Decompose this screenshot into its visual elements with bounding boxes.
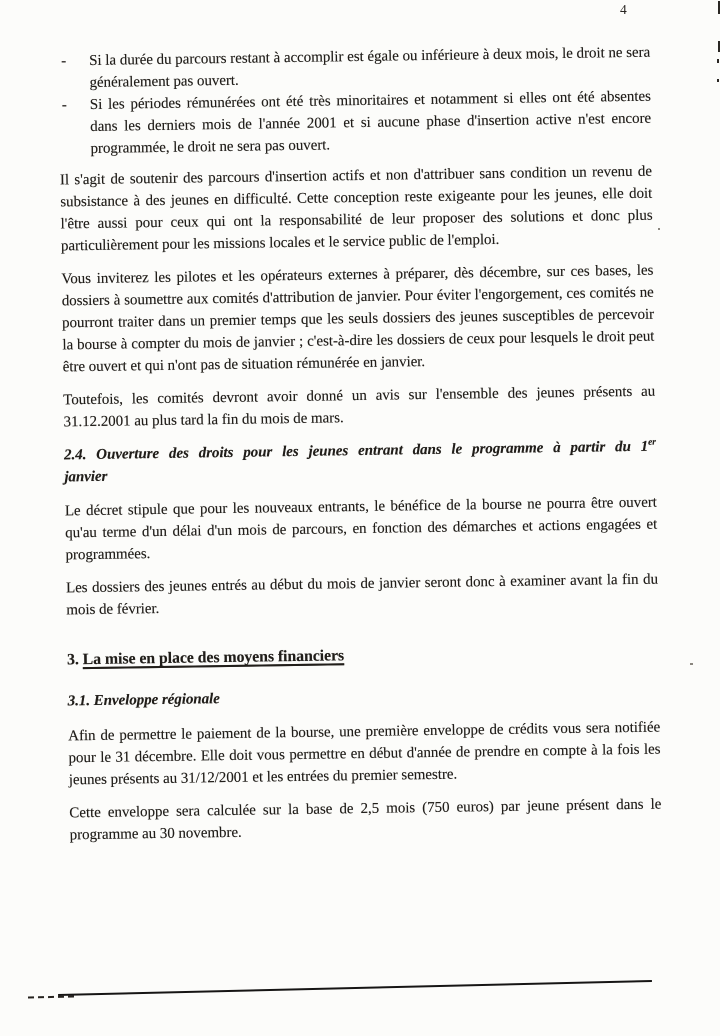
scan-speck <box>690 663 693 665</box>
bullet-list <box>58 42 652 161</box>
scan-speck <box>658 228 660 230</box>
section-heading-2-4 <box>64 436 657 489</box>
bullet-dash: - <box>61 97 67 114</box>
section-heading-2-4-line2: janvier <box>64 468 108 486</box>
scan-edge-artifact <box>717 79 719 82</box>
section-heading-3-1: 3.1. Enveloppe régionale <box>67 691 220 710</box>
paragraph-soutenir-parcours: Il s'agit de soutenir des parcours d'insertion actifs et non d'attribuer sans condition un revenu de subsistance à des jeunes en difficulté. Cette conception reste exigeante pour les jeunes, elle doit l'être aussi pour ceux qui ont la responsabilité de leur proposer des solutions et donc plus particulièrement pour les missions locales et le service public de l'emploi. <box>59 163 653 255</box>
paragraph-afin-permettre: Afin de permettre le paiement de la bourse, une première enveloppe de crédits vous sera notifiée pour le 31 décembre. Elle doit vous permettre en début d'année de prendre en compte à la fois les jeunes présents au 31/12/2001 et les entrées du premier semestre. <box>68 719 661 789</box>
paragraph-cette-enveloppe: Cette enveloppe sera calculée sur la base de 2,5 mois (750 euros) par jeune présent dans le programme au 30 novembre. <box>69 796 662 844</box>
section-heading-3-number: 3. <box>66 651 79 669</box>
bottom-scan-line-dashes <box>28 995 74 998</box>
scan-content <box>58 42 662 858</box>
paragraph-toutefois-comites: Toutefois, les comités devront avoir donné un avis sur l'ensemble des jeunes présents au 31.12.2001 au plus tard la fin du mois de mars. <box>63 383 656 431</box>
bullet-text: Si les périodes rémunérées ont été très minoritaires et notamment si elles ont été absentes dans les derniers mois de l'année 2001 et si aucune phase d'insertion active n'est encore programmée, le droit ne sera pas ouvert. <box>89 88 652 157</box>
superscript-er: er <box>648 437 657 448</box>
section-heading-3-title: La mise en place des moyens financiers <box>82 647 345 669</box>
paragraph-decret-stipule: Le décret stipule que pour les nouveaux entrants, le bénéfice de la bourse ne pourra être ouvert qu'au terme d'un délai d'un mois de parcours, en fonction des démarches et actions engagées et programmées. <box>64 494 658 564</box>
scan-edge-artifact <box>717 59 719 63</box>
bottom-scan-line <box>58 980 652 996</box>
bullet-item <box>59 86 652 161</box>
paragraph-inviterez-pilotes: Vous inviterez les pilotes et les opérateurs externes à préparer, dès décembre, sur ces bases, les dossiers à soumettre aux comités d'attribution de janvier. Pour éviter l'engorgement, ces comités ne pourront traiter dans un premier temps que les seuls dossiers des jeunes susceptibles de percevoir la bourse à compter du mois de janvier ; c'est-à-dire les dossiers de ceux pour lesquels le droit peut être ouvert et qui n'ont pas de situation rémunérée en janvier. <box>61 262 655 376</box>
section-heading-3 <box>67 641 659 672</box>
bullet-dash: - <box>61 53 67 70</box>
section-heading-2-4-line1: 2.4. Ouverture des droits pour les jeunes entrant dans le programme à partir du 1er <box>63 437 657 464</box>
page-number: 4 <box>620 2 627 17</box>
paragraph-dossiers-jeunes: Les dossiers des jeunes entrés au début du mois de janvier seront donc à examiner avant la fin du mois de février. <box>65 571 659 619</box>
bullet-text: Si la durée du parcours restant à accomplir est égale ou inférieure à deux mois, le droit ne sera généralement pas ouvert. <box>89 44 651 91</box>
